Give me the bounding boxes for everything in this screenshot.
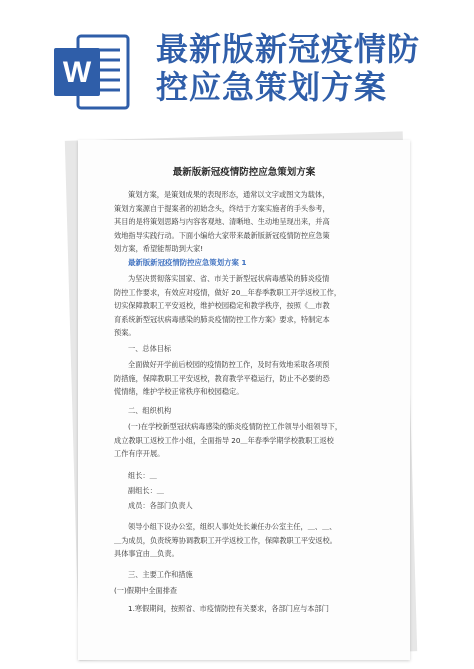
heading-4: (一)假期中全面排查 — [114, 586, 178, 595]
title-line-2: 控应急策划方案 — [156, 68, 388, 106]
text-line: 领导小组下设办公室，组织人事处处长兼任办公室主任，＿、＿、 — [128, 522, 337, 531]
document-title: 最新版新冠疫情防控应急策划方案 — [172, 167, 316, 178]
section-subtitle: 最新版新冠疫情防控应急策划方案 1 — [128, 258, 247, 267]
header-banner — [0, 0, 474, 130]
paragraph-5 — [114, 602, 329, 616]
heading-1: 一、总体目标 — [128, 344, 172, 353]
text-line: 工作有序开展。 — [114, 449, 165, 459]
text-line: 划方案，希望能帮助到大家! — [114, 244, 204, 254]
text-line: 策划方案源自于提案者的初始念头，终结于方案实施者的手头参考， — [114, 203, 330, 213]
text-line: 策划方案，是策划成果的表现形态，通常以文字或图文为载体， — [128, 190, 330, 199]
text-line: 切实保障教职工平安返校，维护校园稳定和教学秩序，按照《＿市教 — [114, 301, 330, 311]
paragraph-4 — [114, 520, 337, 561]
text-line: 预案。 — [114, 328, 136, 338]
roles-list — [128, 468, 193, 513]
text-line: ＿为成员，负责统筹协调教职工开学返校工作，保障教职工平安返校。 — [114, 535, 337, 545]
text-line: 成立教职工返校工作小组，全面指导 20＿年春季学期学校教职工返校 — [114, 435, 334, 445]
text-line: 效地指导实践行动。下面小编给大家带来最新版新冠疫情防控应急策 — [114, 230, 330, 240]
role-members: 成员：各部门负责人 — [128, 501, 193, 510]
title-line-1: 最新版新冠疫情防 — [156, 30, 421, 68]
heading-2: 二、组织机构 — [128, 406, 172, 415]
intro-paragraph — [114, 188, 330, 256]
text-line: 慌情绪，维护学校正常秩序和校园稳定。 — [114, 387, 244, 397]
text-line: 其目的是将策划思路与内容客观地、清晰地、生动地呈现出来，并高 — [114, 217, 330, 227]
word-doc-icon — [52, 32, 132, 112]
page-title — [156, 30, 456, 106]
text-line: 1.寒假期间，按照省、市疫情防控有关要求，各部门应与本部门 — [128, 604, 329, 613]
paragraph-3 — [114, 420, 342, 461]
paragraph-2 — [114, 358, 330, 399]
role-deputy: 副组长：＿ — [128, 486, 164, 495]
text-line: 具体事宜由＿负责。 — [114, 549, 179, 559]
text-line: (一)在学校新型冠状病毒感染的肺炎疫情防控工作领导小组领导下， — [128, 422, 343, 431]
heading-3: 三、主要工作和措施 — [128, 570, 193, 579]
text-line: 为坚决贯彻落实国家、省、市关于新型冠状病毒感染的肺炎疫情 — [128, 274, 330, 283]
text-line: 育系统新型冠状病毒感染的肺炎疫情防控工作方案》要求，特制定本 — [114, 314, 330, 324]
role-leader: 组长：＿ — [128, 471, 157, 480]
text-line: 全面做好开学前后校园的疫情防控工作，及时有效地采取各项预 — [128, 360, 330, 369]
text-line: 防措施，保障教职工平安返校，教育教学平稳运行，防止不必要的恐 — [114, 373, 330, 383]
word-icon-letter: W — [62, 56, 92, 89]
text-line: 防控工作要求，有效应对疫情，做好 20＿年春季教职工开学返校工作， — [114, 287, 342, 297]
paragraph-1 — [114, 272, 341, 340]
document-page — [78, 140, 410, 660]
